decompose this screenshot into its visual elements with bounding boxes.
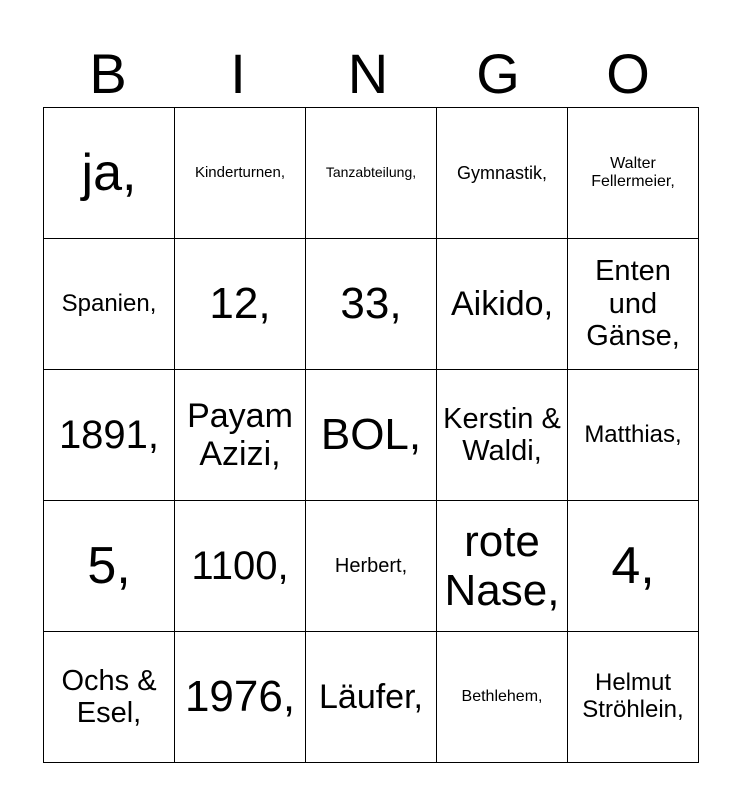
bingo-cell[interactable]: Kerstin & Waldi, [437, 370, 568, 501]
bingo-cell[interactable]: 12, [175, 239, 306, 370]
grid-row [44, 239, 699, 370]
bingo-cell[interactable]: BOL, [306, 370, 437, 501]
bingo-cell[interactable]: rote Nase, [437, 501, 568, 632]
bingo-cell[interactable]: Aikido, [437, 239, 568, 370]
grid-row [44, 108, 699, 239]
bingo-cell[interactable]: Gymnastik, [437, 108, 568, 239]
header-letter-i: I [230, 42, 246, 105]
bingo-cell[interactable]: 1100, [175, 501, 306, 632]
header-letter-o: O [606, 42, 650, 105]
bingo-cell[interactable]: Läufer, [306, 632, 437, 763]
bingo-cell[interactable]: ja, [44, 108, 175, 239]
bingo-cell[interactable]: 4, [568, 501, 699, 632]
bingo-header [43, 40, 693, 108]
bingo-grid [43, 107, 699, 763]
bingo-cell[interactable]: Ochs & Esel, [44, 632, 175, 763]
header-letter-b: B [89, 42, 127, 105]
header-letter-g: G [476, 42, 520, 105]
bingo-cell[interactable]: Tanzabteilung, [306, 108, 437, 239]
bingo-cell[interactable]: Bethlehem, [437, 632, 568, 763]
grid-row [44, 501, 699, 632]
bingo-cell[interactable]: Kinderturnen, [175, 108, 306, 239]
bingo-cell[interactable]: Walter Fellermeier, [568, 108, 699, 239]
bingo-cell[interactable]: 1891, [44, 370, 175, 501]
grid-row [44, 632, 699, 763]
bingo-cell[interactable]: 5, [44, 501, 175, 632]
bingo-cell[interactable]: Matthias, [568, 370, 699, 501]
bingo-cell[interactable]: 1976, [175, 632, 306, 763]
bingo-cell[interactable]: Herbert, [306, 501, 437, 632]
bingo-cell[interactable]: Spanien, [44, 239, 175, 370]
bingo-cell[interactable]: Payam Azizi, [175, 370, 306, 501]
bingo-cell[interactable]: 33, [306, 239, 437, 370]
bingo-cell[interactable]: Enten und Gänse, [568, 239, 699, 370]
bingo-cell[interactable]: Helmut Ströhlein, [568, 632, 699, 763]
header-letter-n: N [347, 42, 389, 105]
grid-row [44, 370, 699, 501]
